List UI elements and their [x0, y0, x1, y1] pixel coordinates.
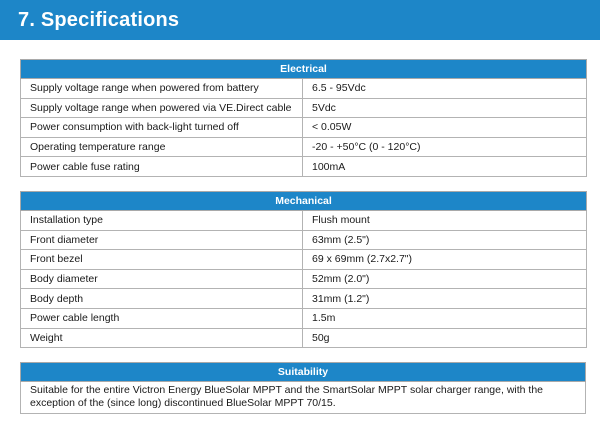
- spec-value: 1.5m: [303, 308, 587, 328]
- mechanical-table-heading: Mechanical: [21, 192, 587, 211]
- spec-label: Front diameter: [21, 230, 303, 250]
- spec-label: Weight: [21, 328, 303, 348]
- table-row: [21, 230, 587, 250]
- table-row: [21, 308, 587, 328]
- spec-label: Body depth: [21, 289, 303, 309]
- spec-label: Installation type: [21, 211, 303, 231]
- section-header-banner: [0, 0, 600, 40]
- spec-label: Operating temperature range: [21, 137, 303, 157]
- spec-value: -20 - +50°C (0 - 120°C): [303, 137, 587, 157]
- spec-label: Power cable length: [21, 308, 303, 328]
- spec-value: 52mm (2.0"): [303, 269, 587, 289]
- suitability-table-heading: Suitability: [21, 363, 586, 382]
- table-row: [21, 118, 587, 138]
- table-row: [21, 211, 587, 231]
- spec-value: 69 x 69mm (2.7x2.7"): [303, 250, 587, 270]
- mechanical-specs-table: [20, 191, 587, 348]
- spec-value: 50g: [303, 328, 587, 348]
- spec-label: Supply voltage range when powered via VE.Direct cable: [21, 98, 303, 118]
- table-row: [21, 328, 587, 348]
- spec-label: Power cable fuse rating: [21, 157, 303, 177]
- spec-value: < 0.05W: [303, 118, 587, 138]
- electrical-specs-table: [20, 59, 587, 177]
- spec-value: 31mm (1.2"): [303, 289, 587, 309]
- suitability-table: [20, 362, 586, 414]
- spec-label: Supply voltage range when powered from battery: [21, 79, 303, 99]
- spec-label: Power consumption with back-light turned off: [21, 118, 303, 138]
- spec-label: Body diameter: [21, 269, 303, 289]
- table-row: [21, 137, 587, 157]
- spec-label: Front bezel: [21, 250, 303, 270]
- table-row: [21, 98, 587, 118]
- table-row: [21, 157, 587, 177]
- spec-value: 5Vdc: [303, 98, 587, 118]
- spec-value: 63mm (2.5"): [303, 230, 587, 250]
- spec-value: 6.5 - 95Vdc: [303, 79, 587, 99]
- spec-value: 100mA: [303, 157, 587, 177]
- table-row: [21, 289, 587, 309]
- table-row: [21, 250, 587, 270]
- suitability-text: Suitable for the entire Victron Energy BlueSolar MPPT and the SmartSolar MPPT solar charger range, with the exception of the (since long) discontinued BlueSolar MPPT 70/15.: [21, 382, 586, 414]
- table-row: [21, 79, 587, 99]
- table-row: [21, 269, 587, 289]
- page-title: 7. Specifications: [18, 9, 180, 31]
- spec-value: Flush mount: [303, 211, 587, 231]
- electrical-table-heading: Electrical: [21, 60, 587, 79]
- table-row: [21, 382, 586, 414]
